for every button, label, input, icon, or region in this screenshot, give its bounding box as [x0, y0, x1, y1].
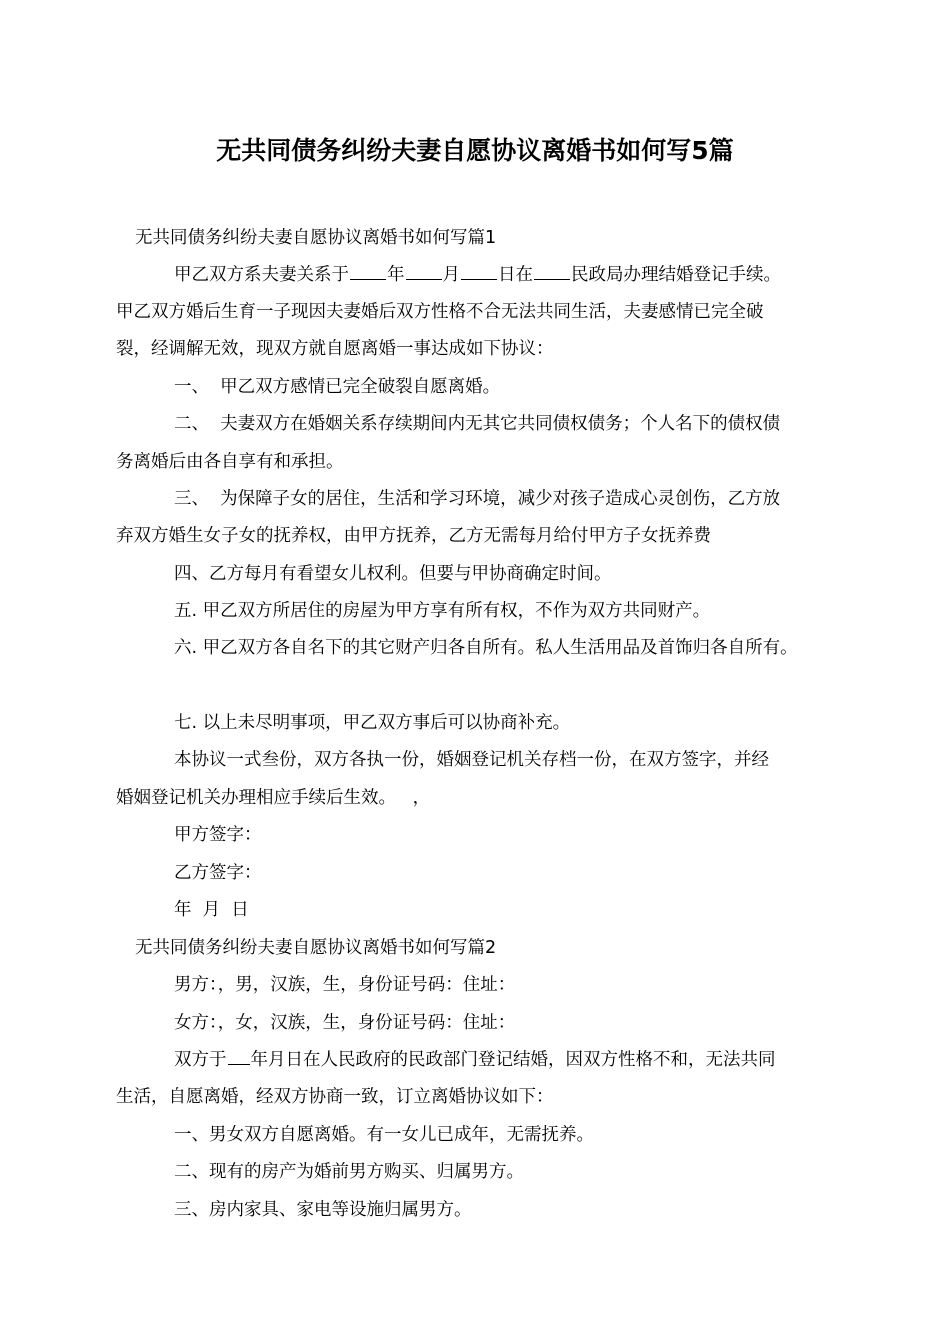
section-heading-1: 无共同债务纠纷夫妻自愿协议离婚书如何写篇1 [135, 228, 497, 248]
signature-line: 乙方签字： [174, 863, 262, 883]
clause-line: 六. 甲乙双方各自名下的其它财产归各自所有。私人生活用品及首饰归各自所有。 [174, 638, 798, 658]
blank-line [350, 265, 386, 280]
clause-line: 二、现有的房产为婚前男方购买、归属男方。 [174, 1162, 524, 1182]
paragraph-line: 女方：，女，汉族，生，身份证号码：住址： [174, 1013, 516, 1033]
blank-line [406, 265, 442, 280]
blank-line [461, 265, 497, 280]
clause-line: 二、 夫妻双方在婚姻关系存续期间内无其它共同债权债务；个人名下的债权债 [174, 414, 781, 434]
paragraph-line: 婚姻登记机关办理相应手续后生效。 ， [116, 788, 431, 808]
paragraph-line: 男方：，男，汉族，生，身份证号码：住址： [174, 975, 516, 995]
clause-line: 五. 甲乙双方所居住的房屋为甲方享有所有权，不作为双方共同财产。 [174, 601, 711, 621]
clause-line: 三、 为保障子女的居住，生活和学习环境，减少对孩子造成心灵创伤，乙方放 [174, 489, 781, 509]
paragraph-line: 务离婚后由各自享有和承担。 [116, 452, 344, 472]
section-heading-2: 无共同债务纠纷夫妻自愿协议离婚书如何写篇2 [135, 938, 497, 958]
paragraph-line: 生活，自愿离婚，经双方协商一致，订立离婚协议如下： [116, 1087, 554, 1107]
document-title: 无共同债务纠纷夫妻自愿协议离婚书如何写5篇 [216, 136, 734, 165]
clause-line: 一、 甲乙双方感情已完全破裂自愿离婚。 [174, 377, 501, 397]
paragraph-line: 甲乙双方系夫妻关系于 年 月 日在 民政局办理结婚登记手续。 [174, 265, 781, 285]
clause-line: 四、乙方每月有看望女儿权利。但要与甲协商确定时间。 [174, 564, 612, 584]
signature-line: 甲方签字： [174, 825, 262, 845]
clause-line: 一、男女双方自愿离婚。有一女儿已成年，无需抚养。 [174, 1125, 594, 1145]
paragraph-line: 甲乙双方婚后生育一子现因夫妻婚后双方性格不合无法共同生活，夫妻感情已完全破 [116, 302, 764, 322]
clause-line: 三、房内家具、家电等设施归属男方。 [174, 1200, 472, 1220]
blank-line [534, 265, 570, 280]
paragraph-line: 本协议一式叁份，双方各执一份，婚姻登记机关存档一份，在双方签字，并经 [174, 750, 769, 770]
clause-line: 七. 以上未尽明事项，甲乙双方事后可以协商补充。 [174, 713, 571, 733]
blank-line [228, 1050, 250, 1065]
paragraph-line: 裂，经调解无效，现双方就自愿离婚一事达成如下协议： [116, 339, 554, 359]
date-line: 年 月 日 [174, 900, 249, 920]
paragraph-line: 双方于 年月日在人民政府的民政部门登记结婚，因双方性格不和，无法共同 [174, 1050, 776, 1070]
paragraph-line: 弃双方婚生女子女的抚养权，由甲方抚养，乙方无需每月给付甲方子女抚养费 [116, 526, 711, 546]
